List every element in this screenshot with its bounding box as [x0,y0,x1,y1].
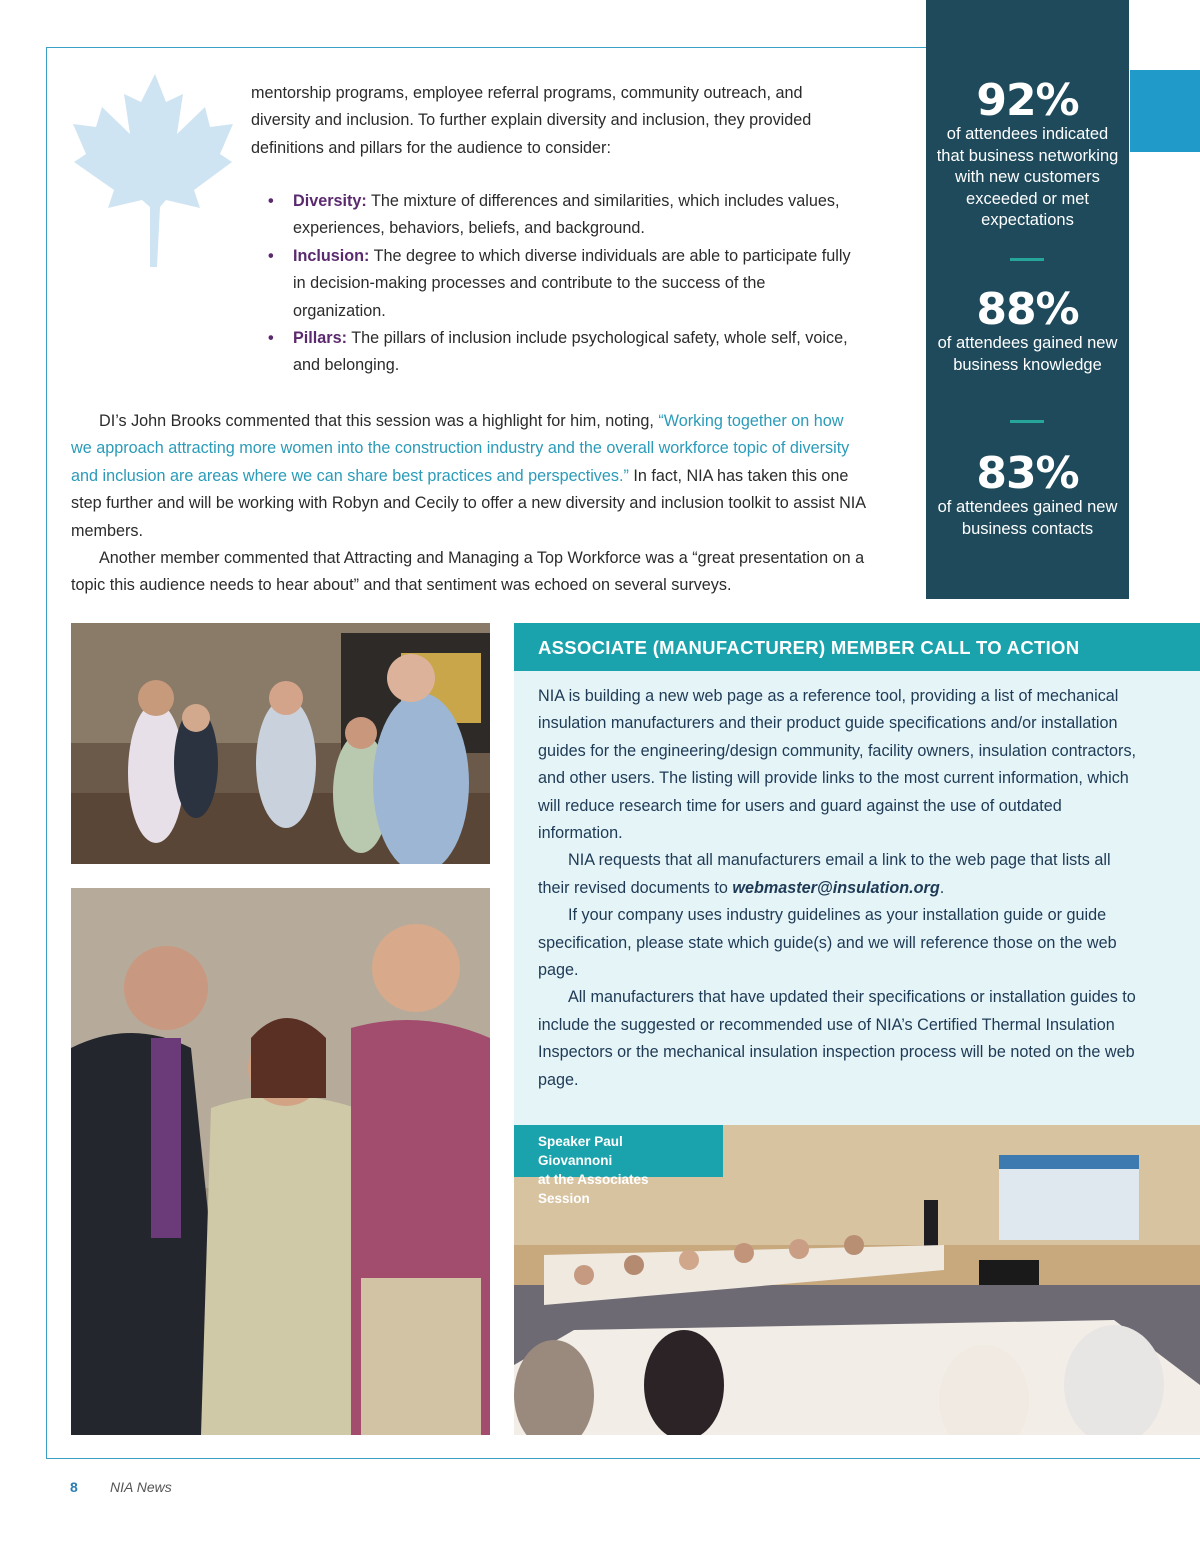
bullet-icon: • [268,192,274,210]
frame-top-line [46,47,926,48]
stat-block [926,448,1129,540]
stat-block [926,284,1129,376]
cta-text: . [939,878,945,897]
networking-photo [71,623,490,864]
list-item [268,325,858,380]
stat-value: 88% [976,284,1079,335]
list-item [268,243,858,325]
list-item [268,188,858,243]
cta-paragraph: If your company uses industry guidelines as your installation guide or guide specification, please state which guide(s) and we will reference those on the web page. [538,906,1117,980]
list-term: Pillars: [293,329,347,348]
stat-label: of attendees gained new business knowledge [937,334,1118,374]
stat-value: 92% [976,75,1079,126]
maple-leaf-icon [70,72,235,267]
definitions-list [268,188,858,380]
caption-line: Speaker Paul Giovannoni [538,1134,623,1168]
caption-line: at the Associates Session [538,1172,649,1206]
stat-value: 83% [976,448,1079,499]
body-paragraph [71,408,866,545]
stat-block [926,75,1129,232]
stat-label: of attendees indicated that business networking with new customers exceeded or met expectations [936,125,1119,229]
intro-paragraph: mentorship programs, employee referral programs, community outreach, and diversity and inclusion. To further explain diversity and inclusion, they provided definitions and pillars for the audience to consider: [251,84,812,157]
frame-left-line [46,47,47,1459]
body-text: In fact, NIA has taken this one step further and will be working with Robyn and Cecily to offer a new diversity and inclusion toolkit to assist NIA members. [71,466,866,540]
list-text: The mixture of differences and similarities, which includes values, experiences, behaviors, beliefs, and background. [293,192,840,238]
body-paragraph: Another member commented that Attracting and Managing a Top Workforce was a “great presentation on a topic this audience needs to hear about” and that sentiment was echoed on several surveys. [71,549,865,595]
bullet-icon: • [268,329,274,348]
edge-tab [1130,70,1200,152]
cta-paragraph: All manufacturers that have updated their specifications or installation guides to include the suggested or recommended use of NIA’s Certified Thermal Insulation Inspectors or the mechanical insulation inspection process will be noted on the web page. [538,988,1136,1089]
group-portrait-photo [71,888,490,1435]
cta-paragraph [538,847,1138,902]
stat-divider [1010,420,1044,423]
list-term: Inclusion: [293,246,370,265]
call-to-action-box [514,623,1200,1125]
list-text: The degree to which diverse individuals are able to participate fully in decision-making processes and contribute to the success of the organization. [293,246,851,320]
cta-text: NIA requests that all manufacturers email a link to the web page that lists all their revised documents to [538,851,1111,897]
frame-bottom-line [46,1458,1200,1459]
photo-caption [514,1125,723,1206]
stats-sidebar [926,0,1129,599]
body-text: DI’s John Brooks commented that this session was a highlight for him, noting, [99,412,659,430]
list-term: Diversity: [293,192,367,210]
bullet-icon: • [268,246,274,265]
stat-label: of attendees gained new business contacts [937,498,1118,538]
cta-body [538,683,1138,1094]
cta-paragraph: NIA is building a new web page as a reference tool, providing a list of mechanical insulation manufacturers and their product guide specifications and/or installation guides for the engineering/design community, facility owners, insulation contractors, and other users. The listing will provide links to the most current information, which will reduce research time for users and guard against the use of outdated information. [538,687,1137,843]
page-number: 8 [70,1479,78,1495]
list-text: The pillars of inclusion include psychological safety, whole self, voice, and belonging. [293,329,848,375]
pull-quote: “Working together on how we approach attracting more women into the construction industry and the overall workforce topic of diversity and inclusion are areas where we can share best practices and perspectives.” [71,412,850,485]
article-body [71,408,866,600]
cta-heading: ASSOCIATE (MANUFACTURER) MEMBER CALL TO ACTION [514,623,1200,671]
email-link[interactable]: webmaster@insulation.org [732,878,940,897]
stat-divider [1010,258,1044,261]
publication-title: NIA News [110,1479,172,1495]
